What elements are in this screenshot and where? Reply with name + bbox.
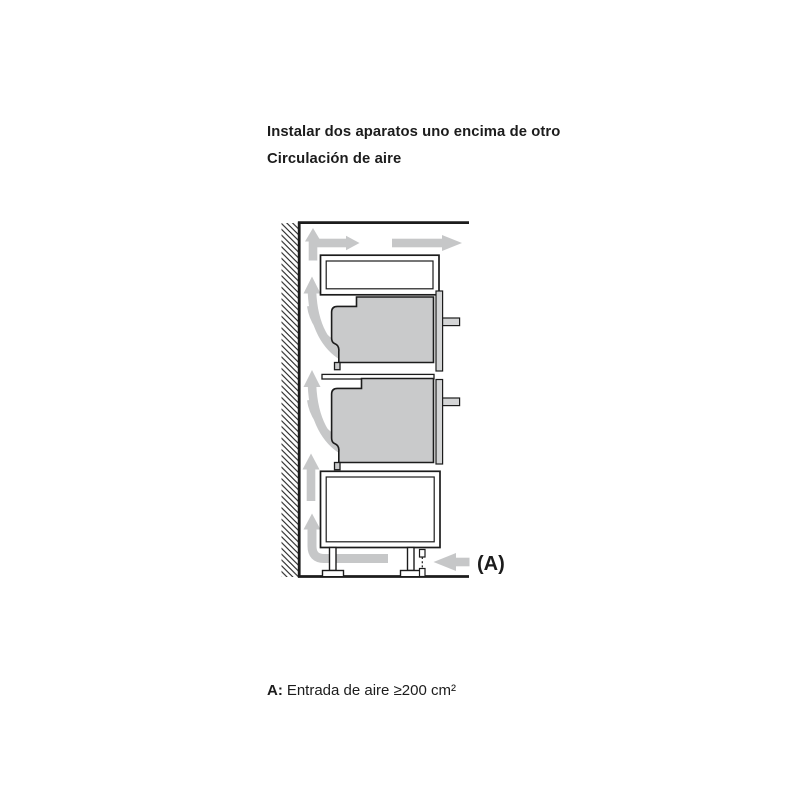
left-leg: [330, 548, 337, 571]
base-cabinet-outer: [321, 471, 441, 547]
right-foot: [401, 571, 421, 577]
upper-swoosh-head: [304, 277, 321, 294]
mid-up-arrow-head: [303, 454, 320, 470]
wall-hatching: [282, 223, 299, 577]
legend-line: [267, 682, 456, 699]
floor-elbow-arrow-head: [304, 514, 321, 530]
mid-up-arrow-shaft: [307, 468, 316, 501]
plinth-marker-top: [420, 550, 426, 558]
right-arrow-outer-shaft: [392, 239, 442, 248]
airflow-diagram: [275, 215, 520, 590]
lower-oven-handle: [443, 398, 460, 406]
right-leg: [408, 548, 415, 571]
inlet-arrow-head: [434, 553, 457, 571]
lower-oven-front-strip: [436, 380, 443, 465]
upper-oven-front-strip: [436, 291, 443, 371]
lower-swoosh-head: [304, 370, 321, 387]
cabinet-and-appliances: [321, 255, 460, 577]
right-arrow-outer-head: [442, 235, 462, 251]
plinth-marker-bottom: [420, 569, 426, 577]
section-subtitle: Circulación de aire: [267, 151, 402, 167]
inlet-arrow-shaft: [454, 558, 470, 567]
instruction-title: Instalar dos aparatos uno encima de otro: [267, 124, 561, 140]
legend-text: Entrada de aire ≥200 cm²: [286, 682, 456, 699]
lower-oven-body: [332, 379, 434, 463]
lower-oven-foot: [335, 463, 341, 470]
right-arrow-inner-shaft: [309, 239, 346, 248]
legend-key: A:: [267, 682, 283, 699]
upper-oven-handle: [443, 318, 460, 326]
upper-oven-body: [332, 297, 434, 363]
upper-oven-foot: [335, 363, 341, 370]
air-inlet-label: (A): [477, 553, 505, 575]
left-foot: [323, 571, 344, 577]
right-arrow-inner-head: [346, 236, 360, 250]
